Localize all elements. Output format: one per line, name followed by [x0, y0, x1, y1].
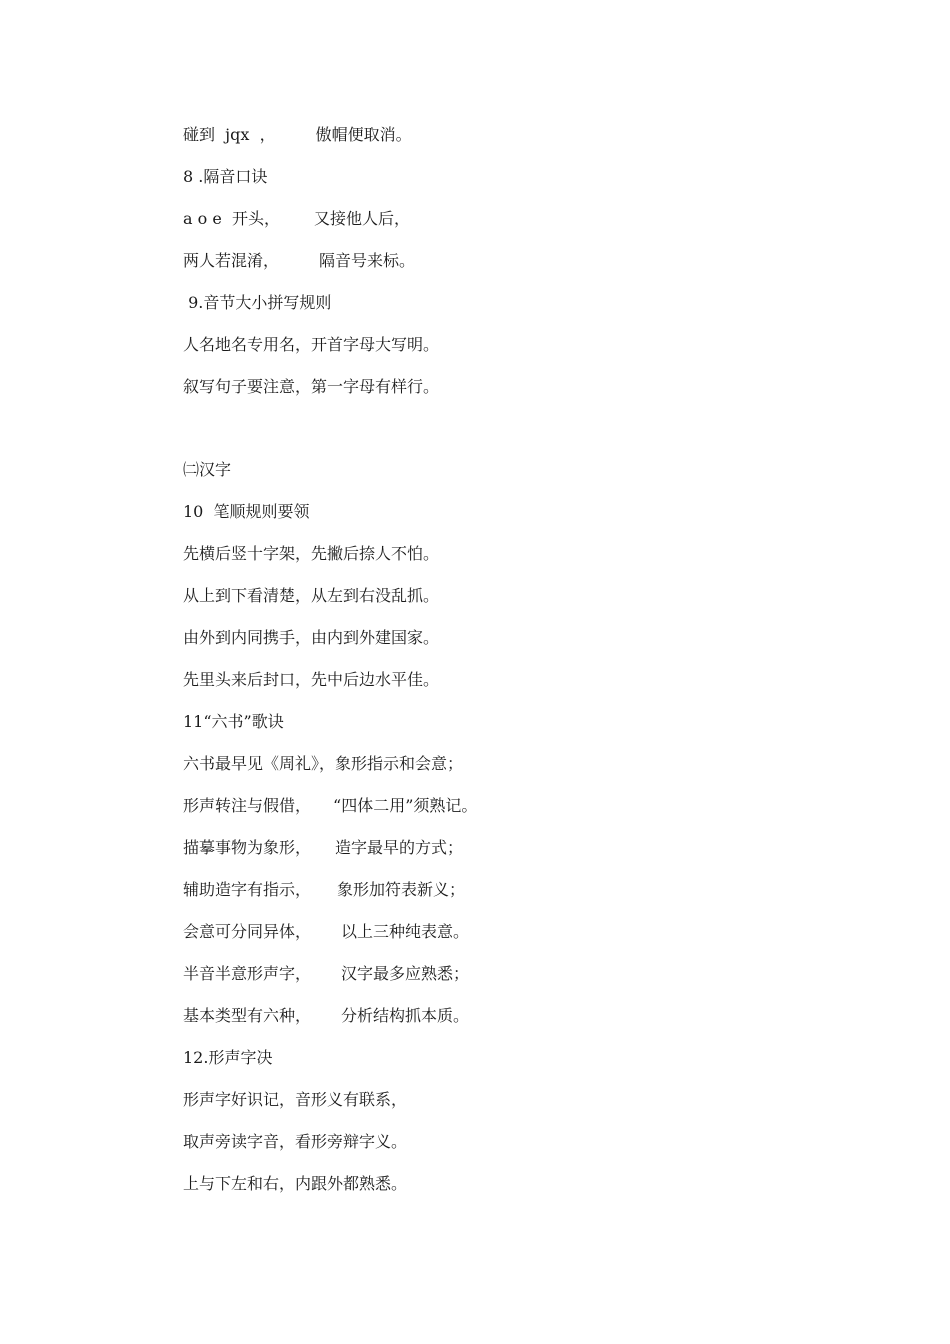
text-line: 辅助造字有指示， 象形加符表新义；	[183, 880, 466, 899]
section-heading: 11“六书”歌诀	[183, 712, 284, 731]
text-line: 从上到下看清楚，从左到右没乱抓。	[183, 586, 440, 605]
section-heading: 9.音节大小拼写规则	[183, 293, 332, 312]
text-line: 两人若混淆， 隔音号来标。	[183, 251, 416, 270]
text-line: 先横后竖十字架，先撇后捺人不怕。	[183, 544, 440, 563]
text-line: 碰到 jqx ， 傲帽便取消。	[183, 125, 412, 144]
text-line: 由外到内同携手，由内到外建国家。	[183, 628, 440, 647]
text-line: 半音半意形声字， 汉字最多应熟悉；	[183, 964, 470, 983]
text-line: 上与下左和右，内跟外都熟悉。	[183, 1174, 408, 1193]
text-line: 描摹事物为象形， 造字最早的方式；	[183, 838, 464, 857]
text-line: 形声转注与假借， “四体二用”须熟记。	[183, 796, 478, 815]
text-line: 叙写句子要注意，第一字母有样行。	[183, 377, 440, 396]
chapter-heading: ㈡汉字	[183, 460, 232, 479]
text-line: 六书最早见《周礼》，象形指示和会意；	[183, 754, 464, 773]
text-line: 形声字好识记，音形义有联系，	[183, 1090, 408, 1109]
section-heading: 12.形声字决	[183, 1048, 273, 1067]
text-line: 会意可分同异体， 以上三种纯表意。	[183, 922, 470, 941]
text-line: a o e 开头， 又接他人后，	[183, 209, 411, 228]
text-line: 取声旁读字音，看形旁辩字义。	[183, 1132, 408, 1151]
text-line: 基本类型有六种， 分析结构抓本质。	[183, 1006, 470, 1025]
text-line: 人名地名专用名，开首字母大写明。	[183, 335, 440, 354]
section-heading: 10 笔顺规则要领	[183, 502, 310, 521]
text-line: 先里头来后封口，先中后边水平佳。	[183, 670, 440, 689]
section-heading: 8 .隔音口诀	[183, 167, 268, 186]
